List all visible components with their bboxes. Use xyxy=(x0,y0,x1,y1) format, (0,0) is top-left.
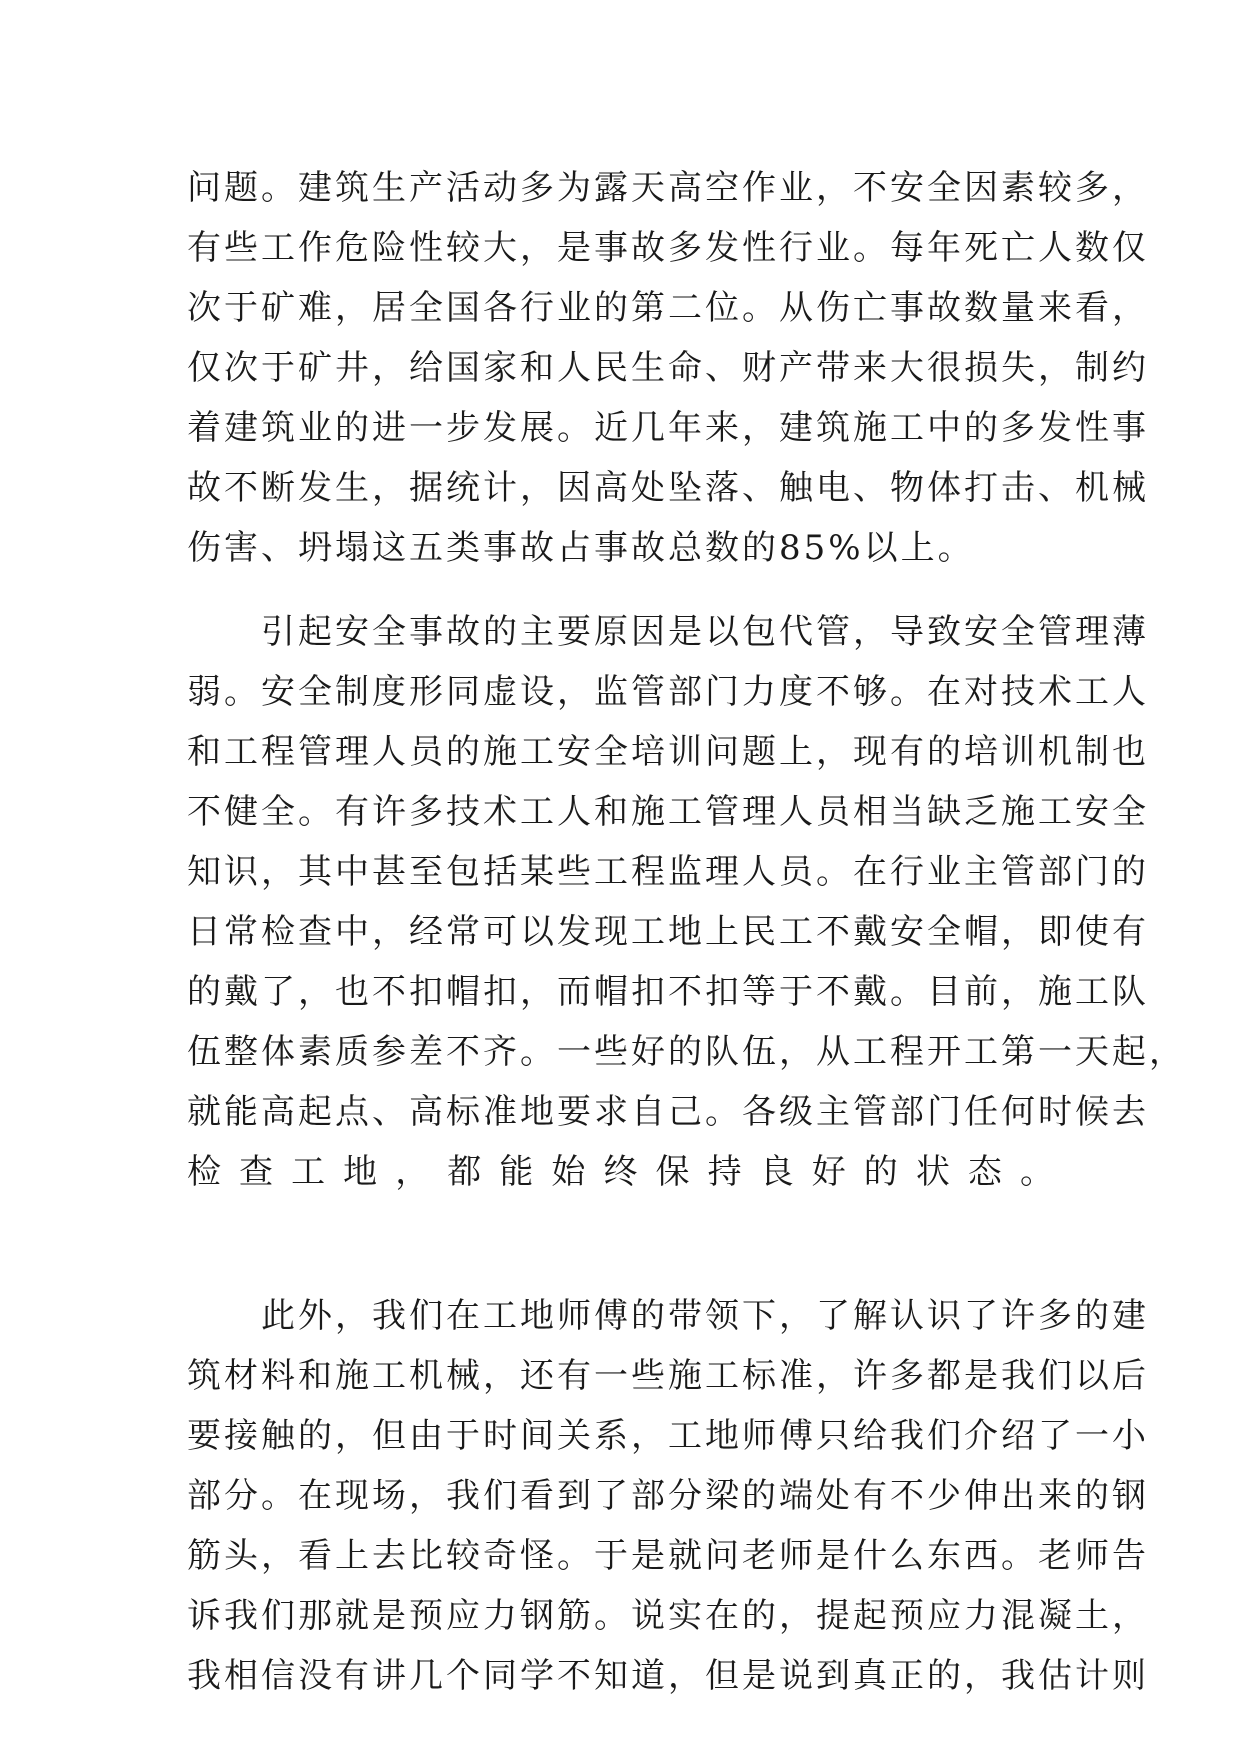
text-line: 筑材料和施工机械，还有一些施工标准，许多都是我们以后 xyxy=(187,1356,1149,1396)
text-line: 伤害、坍塌这五类事故占事故总数的85%以上。 xyxy=(187,528,975,568)
paragraph-3 xyxy=(187,1286,1149,1706)
text-line: 我相信没有讲几个同学不知道，但是说到真正的，我估计则 xyxy=(187,1656,1149,1696)
text-line: 着建筑业的进一步发展。近几年来，建筑施工中的多发性事 xyxy=(187,408,1149,448)
text-line: 日常检查中，经常可以发现工地上民工不戴安全帽，即使有 xyxy=(187,912,1149,952)
text-line: 诉我们那就是预应力钢筋。说实在的，提起预应力混凝土， xyxy=(187,1596,1149,1636)
text-line: 引起安全事故的主要原因是以包代管，导致安全管理薄 xyxy=(187,612,1149,652)
paragraph-spacer xyxy=(187,1262,1057,1286)
text-line: 和工程管理人员的施工安全培训问题上，现有的培训机制也 xyxy=(187,732,1149,772)
text-line: 的戴了，也不扣帽扣，而帽扣不扣等于不戴。目前，施工队 xyxy=(187,972,1149,1012)
text-line: 仅次于矿井，给国家和人民生命、财产带来大很损失，制约 xyxy=(187,348,1149,388)
text-line: 伍整体素质参差不齐。一些好的队伍，从工程开工第一天起， xyxy=(187,1032,1186,1072)
text-line: 筋头，看上去比较奇怪。于是就问老师是什么东西。老师告 xyxy=(187,1536,1149,1576)
text-line: 问题。建筑生产活动多为露天高空作业，不安全因素较多， xyxy=(187,168,1149,208)
body-text xyxy=(187,158,1186,1706)
text-line: 此外，我们在工地师傅的带领下，了解认识了许多的建 xyxy=(187,1296,1149,1336)
text-line: 故不断发生，据统计，因高处坠落、触电、物体打击、机械 xyxy=(187,468,1149,508)
text-line: 部分。在现场，我们看到了部分梁的端处有不少伸出来的钢 xyxy=(187,1476,1149,1516)
text-line: 知识，其中甚至包括某些工程监理人员。在行业主管部门的 xyxy=(187,852,1149,892)
text-line: 就能高起点、高标准地要求自己。各级主管部门任何时候去 xyxy=(187,1092,1149,1132)
paragraph-1 xyxy=(187,158,1149,578)
text-line: 次于矿难，居全国各行业的第二位。从伤亡事故数量来看， xyxy=(187,288,1149,328)
text-line: 不健全。有许多技术工人和施工管理人员相当缺乏施工安全 xyxy=(187,792,1149,832)
text-line xyxy=(187,1202,1057,1262)
paragraph-2 xyxy=(187,602,1186,1262)
text-line: 要接触的，但由于时间关系，工地师傅只给我们介绍了一小 xyxy=(187,1416,1149,1456)
text-line: 检查工地，都能始终保持良好的状态。 xyxy=(187,1152,1057,1192)
paragraph-spacer xyxy=(187,578,1057,602)
text-line: 弱。安全制度形同虚设，监管部门力度不够。在对技术工人 xyxy=(187,672,1149,712)
text-line: 有些工作危险性较大，是事故多发性行业。每年死亡人数仅 xyxy=(187,228,1149,268)
